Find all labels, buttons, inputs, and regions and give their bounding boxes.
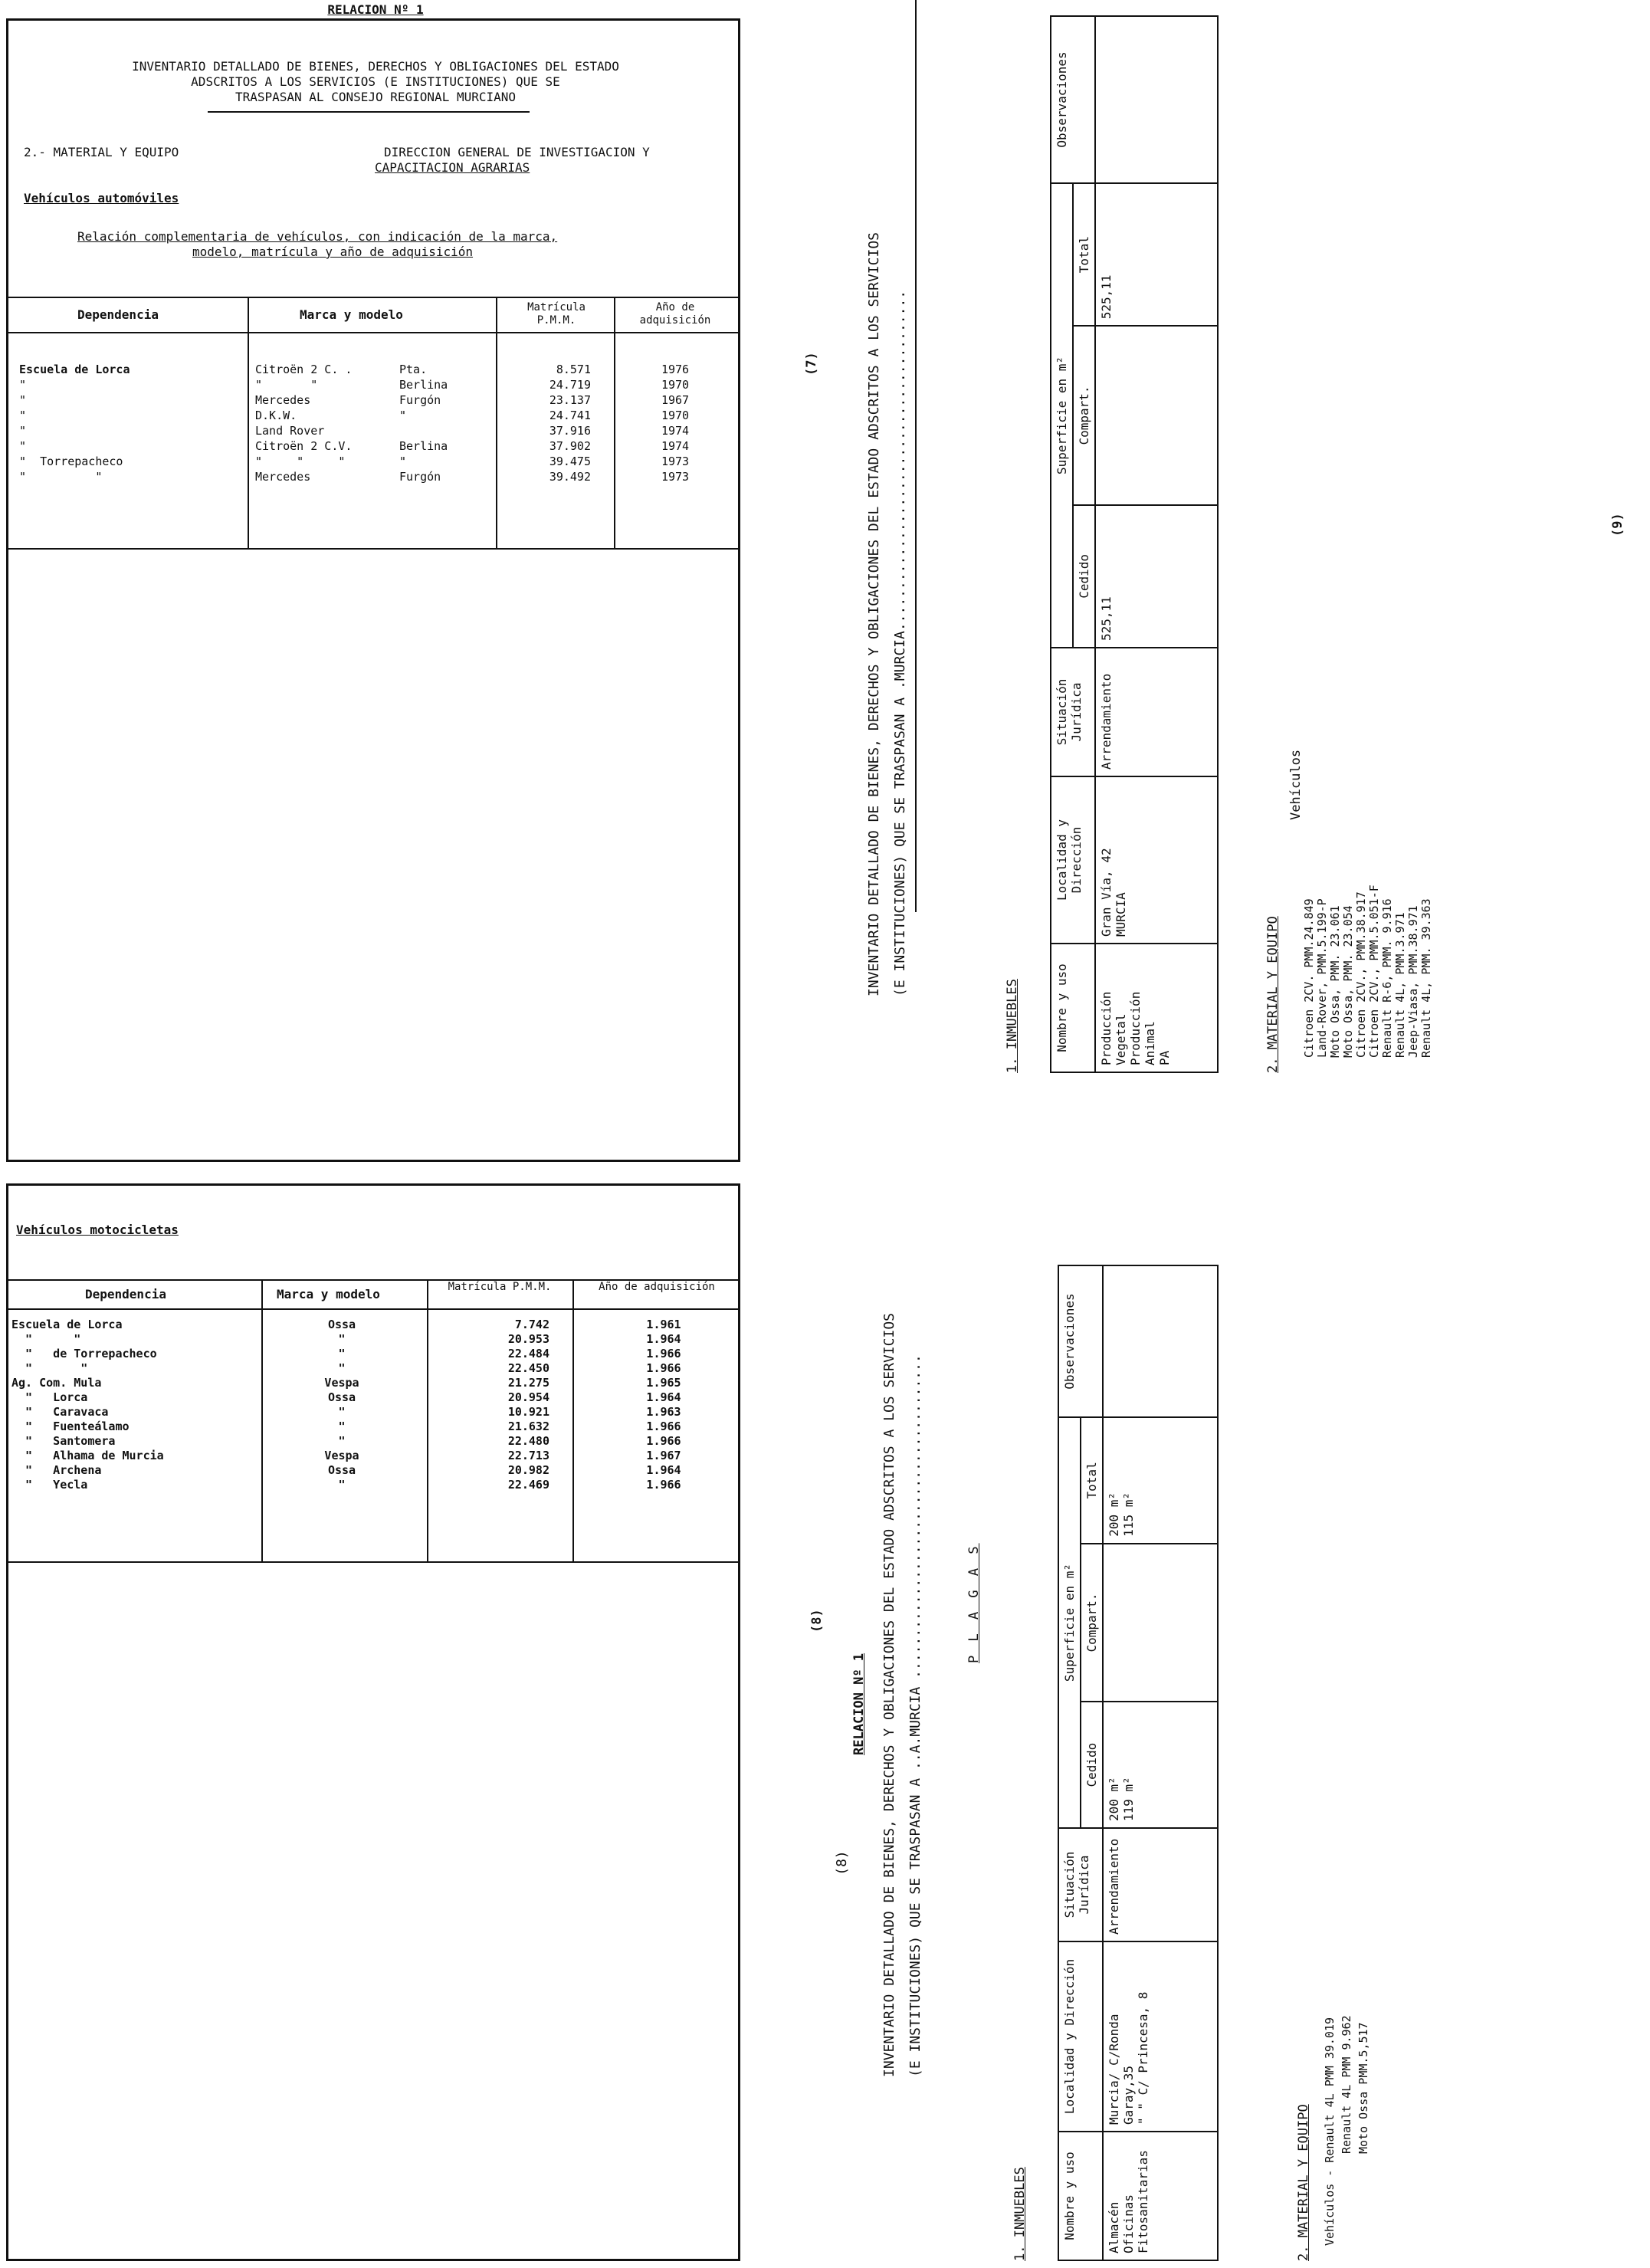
marca-cell: " " <box>255 378 318 392</box>
vehicle-item: Renault 4L, PMM.3.971 <box>1393 912 1407 1058</box>
dependencia-cell: " Archena <box>11 1463 102 1477</box>
header-observaciones: Observaciones <box>1058 1265 1103 1417</box>
vehicle-item: Renault R-6, PMM. 9.916 <box>1380 898 1394 1058</box>
ano-cell: 1.967 <box>646 1449 681 1462</box>
cell-compart <box>1103 1544 1218 1702</box>
total-line-2: 115 m² <box>1121 1492 1136 1537</box>
inventory-title <box>8 59 743 105</box>
ano-cell: 1.963 <box>646 1405 681 1419</box>
matricula-cell: 37.916 <box>549 424 591 438</box>
table-row <box>8 378 738 393</box>
matricula-cell: 24.741 <box>549 409 591 422</box>
header-superficie: Superficie en m² <box>1058 1417 1081 1828</box>
matricula-cell: 39.492 <box>549 470 591 484</box>
cell-observaciones <box>1095 16 1218 183</box>
ano-cell: 1973 <box>661 455 690 468</box>
marca-cell: D.K.W. <box>255 409 297 422</box>
page-number-7: (7) <box>804 352 819 376</box>
section-inmuebles: 1. INMUEBLES <box>1012 2167 1028 2261</box>
subheading: Vehículos motocicletas <box>16 1223 179 1237</box>
total-line-1: 200 m² <box>1107 1492 1121 1537</box>
ano-cell: 1976 <box>661 363 690 376</box>
nombre-line-3: PA <box>1157 1050 1172 1065</box>
title-underline <box>208 111 530 113</box>
table-row <box>8 1463 738 1478</box>
dependencia-cell: " <box>19 439 27 453</box>
header-compart: Compart. <box>1081 1544 1103 1702</box>
table-row <box>8 393 738 409</box>
matricula-cell: 22.713 <box>507 1449 549 1462</box>
loc-line-1: Gran Vía, 42 <box>1099 848 1114 937</box>
header-marca: Marca y modelo <box>277 1287 380 1301</box>
nombre-line-1: Almacén <box>1107 2201 1121 2253</box>
table-row <box>8 424 738 439</box>
section-heading: 2.- MATERIAL Y EQUIPO <box>24 145 179 159</box>
modelo-cell: " <box>399 409 407 422</box>
motorcycle-inventory-panel <box>6 1183 740 2261</box>
marca-cell: Citroën 2 C. . <box>255 363 353 376</box>
matricula-cell: 37.902 <box>549 439 591 453</box>
vehicle-item: Citroen 2CV., PMM.38.917 <box>1354 891 1368 1058</box>
table-row <box>8 1478 738 1492</box>
dependencia-cell: " <box>19 378 27 392</box>
header-marca: Marca y modelo <box>300 307 403 322</box>
cell-nombre <box>1095 944 1218 1072</box>
loc-line-1: Murcia/ C/Ronda Garay,35 <box>1107 2014 1136 2125</box>
vehicle-line-3: Moto Ossa PMM.5,517 <box>1356 2022 1370 2154</box>
header-cedido: Cedido <box>1081 1702 1103 1828</box>
dependencia-cell: " Caravaca <box>11 1405 109 1419</box>
section-material: 2. MATERIAL Y EQUIPO <box>1296 2104 1311 2261</box>
modelo-cell: Furgón <box>399 393 441 407</box>
matricula-cell: 7.742 <box>514 1318 549 1331</box>
header-nombre: Nombre y uso <box>1058 2132 1103 2260</box>
ano-cell: 1.966 <box>646 1434 681 1448</box>
section-inmuebles: 1. INMUEBLES <box>1005 979 1020 1073</box>
title-line-2: ADSCRITOS A LOS SERVICIOS (E INSTITUCIONES) QUE SE <box>191 74 560 89</box>
panel2-page-number: (8) <box>833 1850 850 1876</box>
modelo-cell: Berlina <box>399 439 448 453</box>
table-row <box>8 455 738 470</box>
marca-cell: Mercedes <box>255 393 311 407</box>
header-situacion: Situación Jurídica <box>1051 648 1095 776</box>
matricula-cell: 22.484 <box>507 1347 549 1360</box>
matricula-cell: 10.921 <box>507 1405 549 1419</box>
relacion-title: RELACION Nº 1 <box>327 2 424 17</box>
dependencia-cell: " Fuenteálamo <box>11 1420 130 1433</box>
header-ano: Año de adquisición <box>599 1281 715 1293</box>
cedido-line-2: 119 m² <box>1121 1777 1136 1821</box>
table-row <box>8 1434 738 1449</box>
header-compart: Compart. <box>1073 326 1095 505</box>
ano-cell: 1.965 <box>646 1376 681 1390</box>
ano-cell: 1.961 <box>646 1318 681 1331</box>
loc-line-2: MURCIA <box>1114 892 1128 937</box>
nombre-line-2: Producción Animal <box>1128 991 1157 1065</box>
dependencia-cell: " Yecla <box>11 1478 88 1492</box>
cedido-line-1: 200 m² <box>1107 1777 1121 1821</box>
section-material: 2. MATERIAL Y EQUIPO <box>1265 916 1281 1073</box>
dependencia-cell: " de Torrepacheco <box>11 1347 157 1360</box>
ano-cell: 1.966 <box>646 1347 681 1360</box>
table-header-rule <box>8 1308 738 1310</box>
header-ano: Año de adquisición <box>639 301 711 327</box>
dependencia-cell: Escuela de Lorca <box>19 363 130 376</box>
subheading: Vehículos automóviles <box>24 191 179 205</box>
cell-cedido <box>1103 1702 1218 1828</box>
ano-cell: 1.966 <box>646 1478 681 1492</box>
relacion-title: RELACION Nº 1 <box>851 1653 867 1755</box>
marca-cell: " <box>338 1420 346 1433</box>
marca-cell: " <box>338 1347 346 1360</box>
inmuebles-table <box>1050 15 1219 1073</box>
marca-cell: Land Rover <box>255 424 325 438</box>
ano-cell: 1967 <box>661 393 690 407</box>
vehicle-line-2: Renault 4L PMM 9.962 <box>1340 2015 1353 2154</box>
loc-line-2: " " C/ Princesa, 8 <box>1136 1991 1150 2125</box>
marca-cell: Vespa <box>324 1449 359 1462</box>
dependencia-cell: " Santomera <box>11 1434 116 1448</box>
marca-cell: Ossa <box>327 1463 356 1477</box>
vehiculos-label: Vehículos <box>1288 749 1304 820</box>
header-observaciones: Observaciones <box>1051 16 1095 183</box>
page-number-8: (8) <box>809 1609 825 1633</box>
marca-cell: " <box>338 1405 346 1419</box>
table-row <box>8 1361 738 1376</box>
ano-cell: 1.964 <box>646 1463 681 1477</box>
dependencia-cell: " <box>19 409 27 422</box>
table-row <box>8 1449 738 1463</box>
marca-cell: " <box>338 1434 346 1448</box>
table-row <box>8 1390 738 1405</box>
cell-localidad <box>1103 1941 1218 2132</box>
cell-total: 525,11 <box>1095 183 1218 326</box>
ano-cell: 1.964 <box>646 1390 681 1404</box>
ano-cell: 1974 <box>661 424 690 438</box>
modelo-cell: Berlina <box>399 378 448 392</box>
dependencia-cell: " " <box>19 470 103 484</box>
title-underline <box>915 0 917 912</box>
modelo-cell: " <box>399 455 407 468</box>
table-row <box>8 363 738 378</box>
matricula-cell: 20.954 <box>507 1390 549 1404</box>
table-row <box>8 470 738 485</box>
marca-cell: Vespa <box>324 1376 359 1390</box>
vehicle-list <box>1303 885 1433 1058</box>
header-dependencia: Dependencia <box>85 1287 166 1301</box>
table-row <box>8 439 738 455</box>
vehicle-line-1: Vehículos - Renault 4L PMM 39.019 <box>1323 2017 1337 2246</box>
matricula-cell: 23.137 <box>549 393 591 407</box>
header-localidad: Localidad y Dirección <box>1051 776 1095 944</box>
rotated-page-7 <box>797 23 1648 1173</box>
matricula-cell: 22.469 <box>507 1478 549 1492</box>
plagas-heading: P L A G A S <box>966 1543 982 1663</box>
ano-cell: 1974 <box>661 439 690 453</box>
dependencia-cell: " Alhama de Murcia <box>11 1449 164 1462</box>
dependencia-cell: Ag. Com. Mula <box>11 1376 102 1390</box>
matricula-cell: 20.953 <box>507 1332 549 1346</box>
header-superficie: Superficie en m² <box>1051 183 1073 648</box>
marca-cell: " <box>338 1478 346 1492</box>
cell-observaciones <box>1103 1265 1218 1417</box>
marca-cell: Ossa <box>327 1318 356 1331</box>
cell-compart <box>1095 326 1218 505</box>
marca-cell: Ossa <box>327 1390 356 1404</box>
marca-cell: " <box>338 1361 346 1375</box>
inmuebles-table <box>1058 1265 1219 2261</box>
note-line-1: Relación complementaria de vehículos, con indicación de la marca, <box>77 229 558 244</box>
dependencia-cell: " <box>19 424 27 438</box>
dependencia-cell: " Torrepacheco <box>19 455 123 468</box>
inventory-title-1: INVENTARIO DETALLADO DE BIENES, DERECHOS Y OBLIGACIONES DEL ESTADO ADSCRITOS A LOS SERVICIOS <box>866 232 882 996</box>
cell-localidad <box>1095 776 1218 944</box>
matricula-cell: 24.719 <box>549 378 591 392</box>
ano-cell: 1.966 <box>646 1361 681 1375</box>
dependencia-cell: " " <box>11 1361 88 1375</box>
matricula-cell: 22.450 <box>507 1361 549 1375</box>
header-matricula: Matrícula P.M.M. <box>527 301 586 327</box>
ano-cell: 1970 <box>661 378 690 392</box>
inventory-title-2: (E INSTITUCIONES) QUE SE TRASPASAN A .MURCIA......................................... <box>892 290 908 996</box>
table-row <box>8 1347 738 1361</box>
cell-situacion: Arrendamiento <box>1095 648 1218 776</box>
matricula-cell: 8.571 <box>556 363 591 376</box>
table-header-rule <box>8 332 738 333</box>
inventory-title-1: INVENTARIO DETALLADO DE BIENES, DERECHOS Y OBLIGACIONES DEL ESTADO ADSCRITOS A LOS SERVICIOS <box>881 1313 897 2077</box>
cell-cedido: 525,11 <box>1095 505 1218 648</box>
direccion-label-2: CAPACITACION AGRARIAS <box>375 160 530 175</box>
table-row <box>8 1318 738 1332</box>
title-line-1: INVENTARIO DETALLADO DE BIENES, DERECHOS Y OBLIGACIONES DEL ESTADO <box>132 59 619 74</box>
cell-situacion: Arrendamiento <box>1103 1828 1218 1941</box>
cell-nombre <box>1103 2132 1218 2260</box>
dependencia-cell: " " <box>11 1332 81 1346</box>
header-situacion: Situación Jurídica <box>1058 1828 1103 1941</box>
table-row <box>8 1332 738 1347</box>
modelo-cell: Pta. <box>399 363 428 376</box>
matricula-cell: 20.982 <box>507 1463 549 1477</box>
dependencia-cell: " Lorca <box>11 1390 88 1404</box>
vehicle-item: Jeep-Viasa, PMM.38.971 <box>1406 905 1420 1058</box>
ano-cell: 1.964 <box>646 1332 681 1346</box>
header-total: Total <box>1073 183 1095 326</box>
nombre-line-2: Oficinas Fitosanitarias <box>1121 2150 1150 2253</box>
table-row <box>8 1376 738 1390</box>
note-line-2: modelo, matrícula y año de adquisición <box>192 245 474 259</box>
rotated-page-8 <box>809 1203 1648 2261</box>
table-row <box>8 1405 738 1420</box>
marca-cell: " <box>338 1332 346 1346</box>
matricula-cell: 22.480 <box>507 1434 549 1448</box>
header-total: Total <box>1081 1417 1103 1544</box>
title-line-3: TRASPASAN AL CONSEJO REGIONAL MURCIANO <box>235 90 517 104</box>
table-top-rule <box>8 297 738 298</box>
inventory-title-2: (E INSTITUCIONES) QUE SE TRASPASAN A ..A.MURCIA ....................................... <box>907 1354 923 2077</box>
ano-cell: 1973 <box>661 470 690 484</box>
direccion-label: DIRECCION GENERAL DE INVESTIGACION Y <box>384 145 650 159</box>
vehicle-item: Renault 4L, PMM. 39.363 <box>1419 898 1433 1058</box>
dependencia-cell: Escuela de Lorca <box>11 1318 123 1331</box>
marca-cell: " " " <box>255 455 346 468</box>
vehicle-item: Citroen 2CV., PMM.5.051-F <box>1367 885 1381 1058</box>
vehicle-item: Moto Ossa, PMM. 23.054 <box>1341 905 1355 1058</box>
dependencia-cell: " <box>19 393 27 407</box>
table-row <box>8 409 738 424</box>
marca-cell: Citroën 2 C.V. <box>255 439 353 453</box>
modelo-cell: Furgón <box>399 470 441 484</box>
page-number-9: (9) <box>1610 513 1625 537</box>
header-matricula: Matrícula P.M.M. <box>448 1281 552 1293</box>
table-bottom-rule <box>8 1561 738 1563</box>
header-localidad: Localidad y Dirección <box>1058 1941 1103 2132</box>
ano-cell: 1.966 <box>646 1420 681 1433</box>
matricula-cell: 39.475 <box>549 455 591 468</box>
vehicle-item: Moto Ossa, PMM. 23.061 <box>1328 905 1342 1058</box>
marca-cell: Mercedes <box>255 470 311 484</box>
cell-total <box>1103 1417 1218 1544</box>
table-row <box>8 1420 738 1434</box>
matricula-cell: 21.275 <box>507 1376 549 1390</box>
vehicle-item: Citroen 2CV. PMM.24.849 <box>1302 898 1316 1058</box>
header-nombre: Nombre y uso <box>1051 944 1095 1072</box>
vehicle-item: Land-Rover, PMM.5.199-P <box>1315 898 1329 1058</box>
nombre-line-1: Producción Vegetal <box>1099 991 1128 1065</box>
header-cedido: Cedido <box>1073 505 1095 648</box>
header-dependencia: Dependencia <box>77 307 159 322</box>
table-bottom-rule <box>8 548 738 550</box>
matricula-cell: 21.632 <box>507 1420 549 1433</box>
vehicle-inventory-panel <box>6 2 740 1162</box>
ano-cell: 1970 <box>661 409 690 422</box>
